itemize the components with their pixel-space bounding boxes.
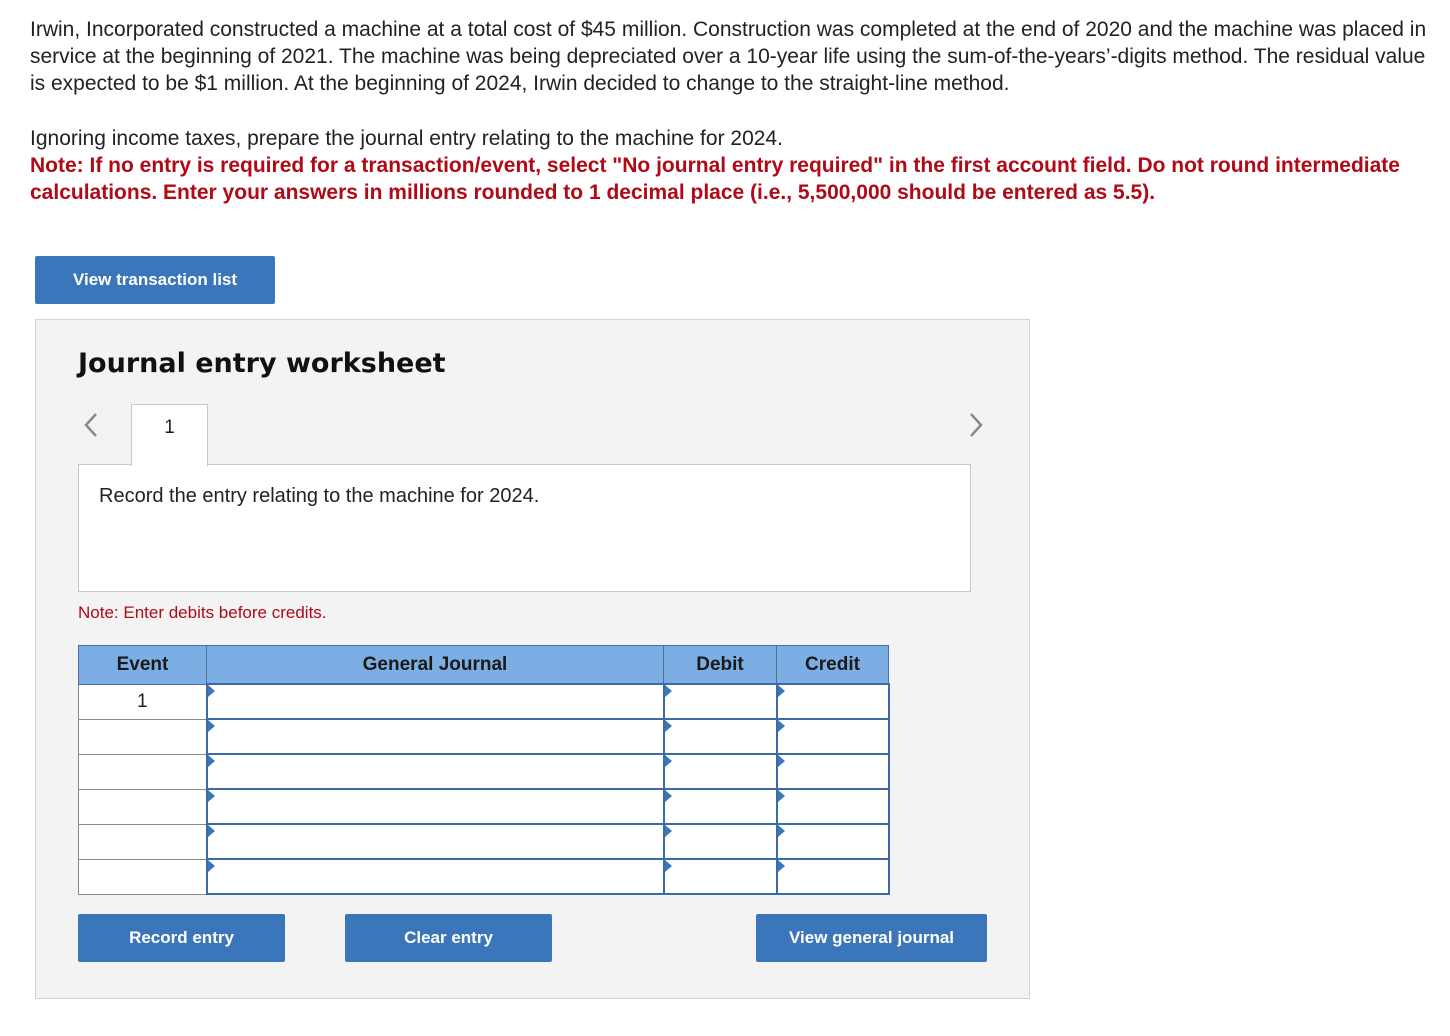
debit-cell [664,789,777,824]
table-row [79,754,889,789]
tab-event-1[interactable]: 1 [131,404,208,466]
account-cell [207,754,664,789]
account-cell [207,789,664,824]
instruction-box [78,464,971,592]
view-transaction-list-button[interactable]: View transaction list [35,256,275,304]
debit-cell [664,824,777,859]
problem-note: Note: If no entry is required for a transaction/event, select "No journal entry required" in the first account field. Do not round intermediate calculations. Enter your answers in millions rounded to 1 decimal place (i.e., 5,500,000 should be entered as 5.5). [30,154,1400,204]
table-row [79,859,889,894]
account-input[interactable] [208,720,663,753]
credit-input[interactable] [778,720,888,753]
debit-cell [664,754,777,789]
problem-statement [30,16,1440,206]
account-cell [207,824,664,859]
credit-cell [777,789,889,824]
account-input[interactable] [208,825,663,858]
table-row [79,789,889,824]
event-cell [79,859,207,894]
credit-input[interactable] [778,790,888,823]
account-input[interactable] [208,860,663,893]
debit-cell [664,719,777,754]
account-cell [207,684,664,719]
credit-cell [777,824,889,859]
journal-table [78,645,890,895]
problem-instruction: Ignoring income taxes, prepare the journal entry relating to the machine for 2024. [30,127,783,150]
debit-cell [664,684,777,719]
credit-cell [777,859,889,894]
account-cell [207,859,664,894]
credit-cell [777,719,889,754]
account-cell [207,719,664,754]
debit-input[interactable] [665,685,776,718]
credit-input[interactable] [778,860,888,893]
credit-cell [777,684,889,719]
account-input[interactable] [208,685,663,718]
credit-cell [777,754,889,789]
header-debit: Debit [664,646,777,685]
clear-entry-button[interactable]: Clear entry [345,914,552,962]
instruction-text: Record the entry relating to the machine for 2024. [99,485,540,507]
header-general-journal: General Journal [207,646,664,685]
view-general-journal-button[interactable]: View general journal [756,914,987,962]
event-cell [79,824,207,859]
problem-paragraph: Irwin, Incorporated constructed a machine at a total cost of $45 million. Construction was completed at the end of 2020 and the machine was placed in service at the beginning of 2021. The machine was being depreciated over a 10-year life using the sum-of-the-years’-digits method. The residual value is expected to be $1 million. At the beginning of 2024, Irwin decided to change to the straight-line method. [30,18,1427,95]
event-cell [79,719,207,754]
debit-input[interactable] [665,720,776,753]
credit-input[interactable] [778,825,888,858]
debit-input[interactable] [665,825,776,858]
header-credit: Credit [777,646,889,685]
journal-header-row [79,646,889,685]
chevron-right-icon[interactable] [961,408,991,442]
table-row [79,684,889,719]
credit-input[interactable] [778,755,888,788]
chevron-left-icon[interactable] [76,408,106,442]
event-cell: 1 [79,684,207,719]
event-cell [79,789,207,824]
journal-entry-worksheet [35,319,1030,999]
debit-input[interactable] [665,790,776,823]
debit-input[interactable] [665,860,776,893]
debit-cell [664,859,777,894]
header-event: Event [79,646,207,685]
account-input[interactable] [208,755,663,788]
table-row [79,719,889,754]
debit-input[interactable] [665,755,776,788]
event-cell [79,754,207,789]
credit-input[interactable] [778,685,888,718]
worksheet-title: Journal entry worksheet [78,348,446,379]
account-input[interactable] [208,790,663,823]
debit-credit-note: Note: Enter debits before credits. [78,603,327,622]
record-entry-button[interactable]: Record entry [78,914,285,962]
table-row [79,824,889,859]
